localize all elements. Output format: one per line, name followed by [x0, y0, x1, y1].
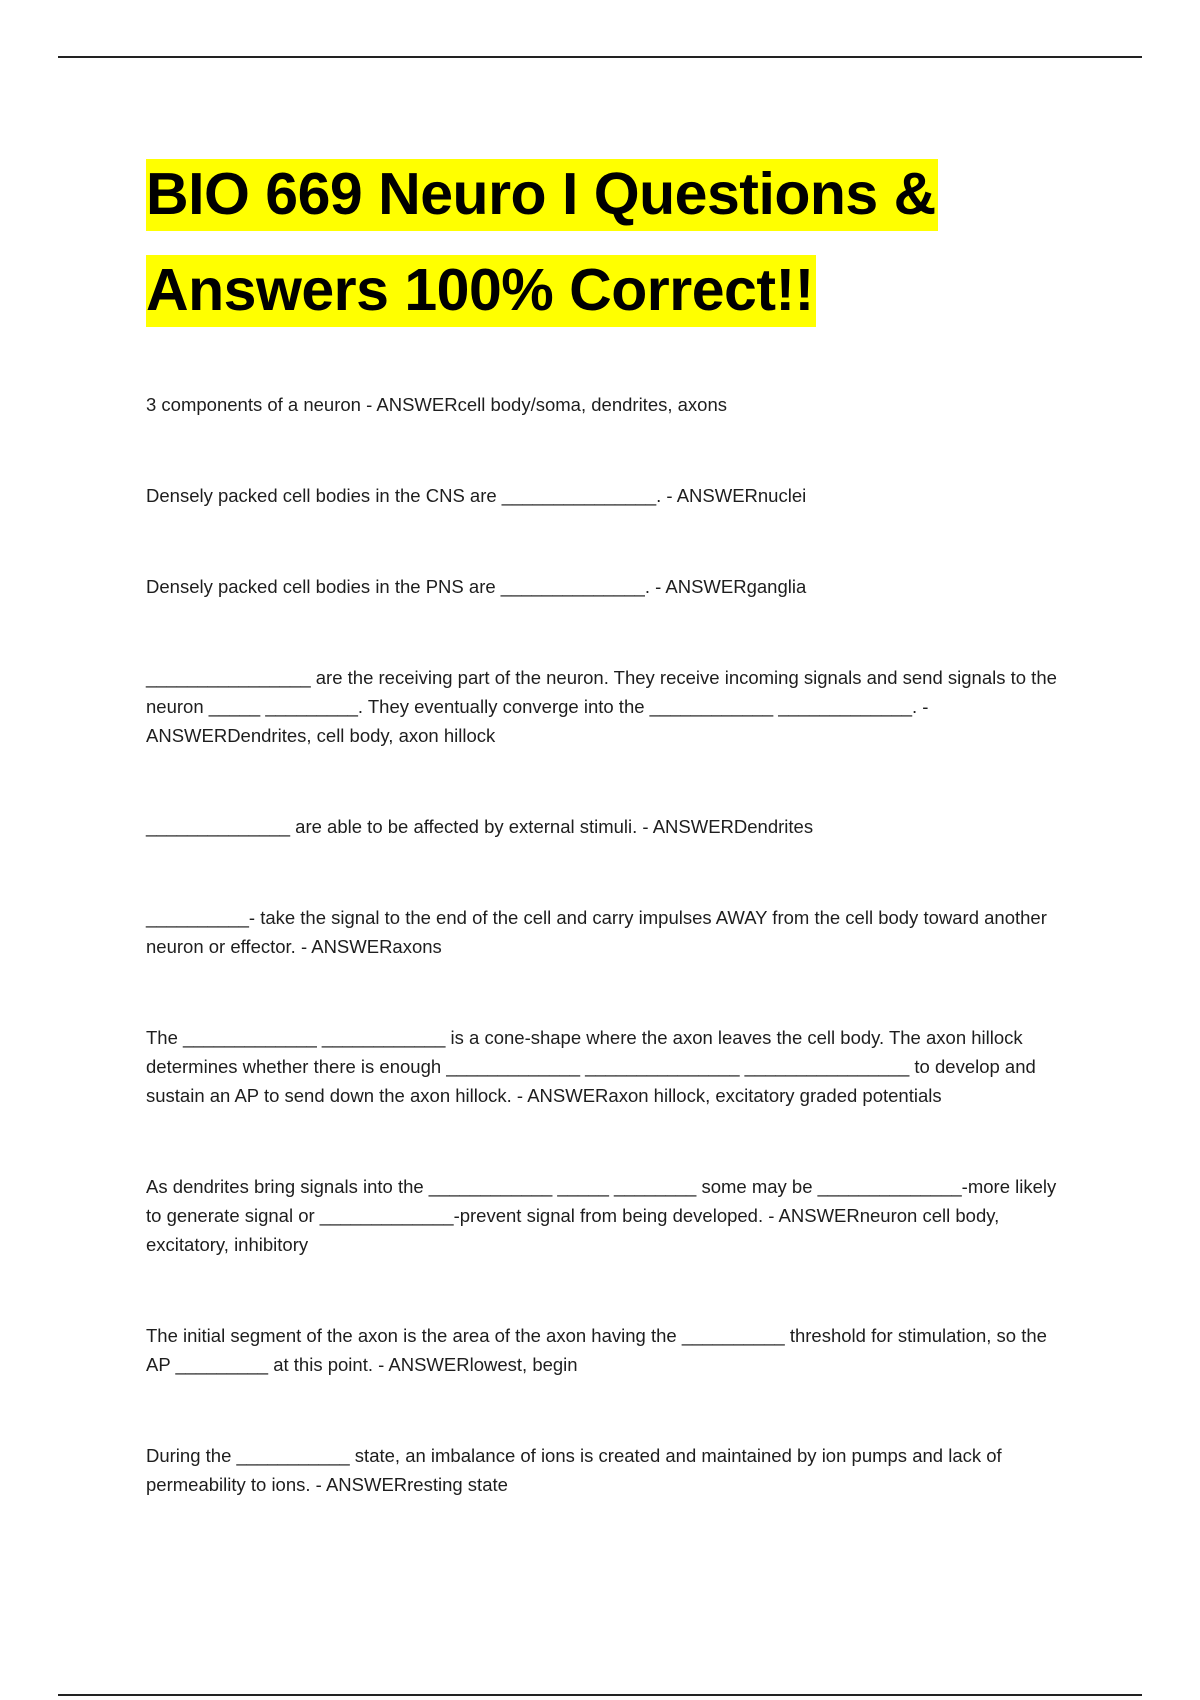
bottom-divider	[58, 1694, 1142, 1696]
title-line-2	[146, 242, 1066, 338]
qa-list	[146, 390, 1066, 1561]
qa-item: The initial segment of the axon is the area of the axon having the __________ threshold for stimulation, so the AP _________ at this point. - ANSWERlowest, begin	[146, 1325, 1047, 1375]
qa-item: As dendrites bring signals into the ____________ _____ ________ some may be ______________-more likely to generate signal or _____________-prevent signal from being developed. - ANSWERneuron cell body, excitatory, inhibitory	[146, 1176, 1057, 1255]
title-highlight-1: BIO 669 Neuro I Questions &	[146, 159, 938, 231]
title-highlight-2: Answers 100% Correct!!	[146, 255, 816, 327]
qa-item: 3 components of a neuron - ANSWERcell body/soma, dendrites, axons	[146, 394, 727, 415]
qa-item: __________- take the signal to the end of the cell and carry impulses AWAY from the cell body toward another neuron or effector. - ANSWERaxons	[146, 907, 1047, 957]
qa-item: Densely packed cell bodies in the PNS are ______________. - ANSWERganglia	[146, 576, 807, 597]
top-divider	[58, 56, 1142, 58]
qa-item: The _____________ ____________ is a cone-shape where the axon leaves the cell body. The axon hillock determines whether there is enough _____________ _______________ ________________ to develop and sustain an AP to send down the axon hillock. - ANSWERaxon hillock, excitatory graded potentials	[146, 1027, 1036, 1106]
qa-item: ________________ are the receiving part of the neuron. They receive incoming signals and send signals to the neuron _____ _________. They eventually converge into the ____________ _____________. - ANSWERDendrites, cell body, axon hillock	[146, 667, 1057, 746]
qa-item: Densely packed cell bodies in the CNS are _______________. - ANSWERnuclei	[146, 485, 807, 506]
qa-item: During the ___________ state, an imbalance of ions is created and maintained by ion pumps and lack of permeability to ions. - ANSWERresting state	[146, 1445, 1002, 1495]
document-title	[146, 146, 1066, 338]
title-line-1	[146, 146, 1066, 242]
qa-item: ______________ are able to be affected by external stimuli. - ANSWERDendrites	[146, 816, 814, 837]
document-body	[146, 146, 1066, 1495]
